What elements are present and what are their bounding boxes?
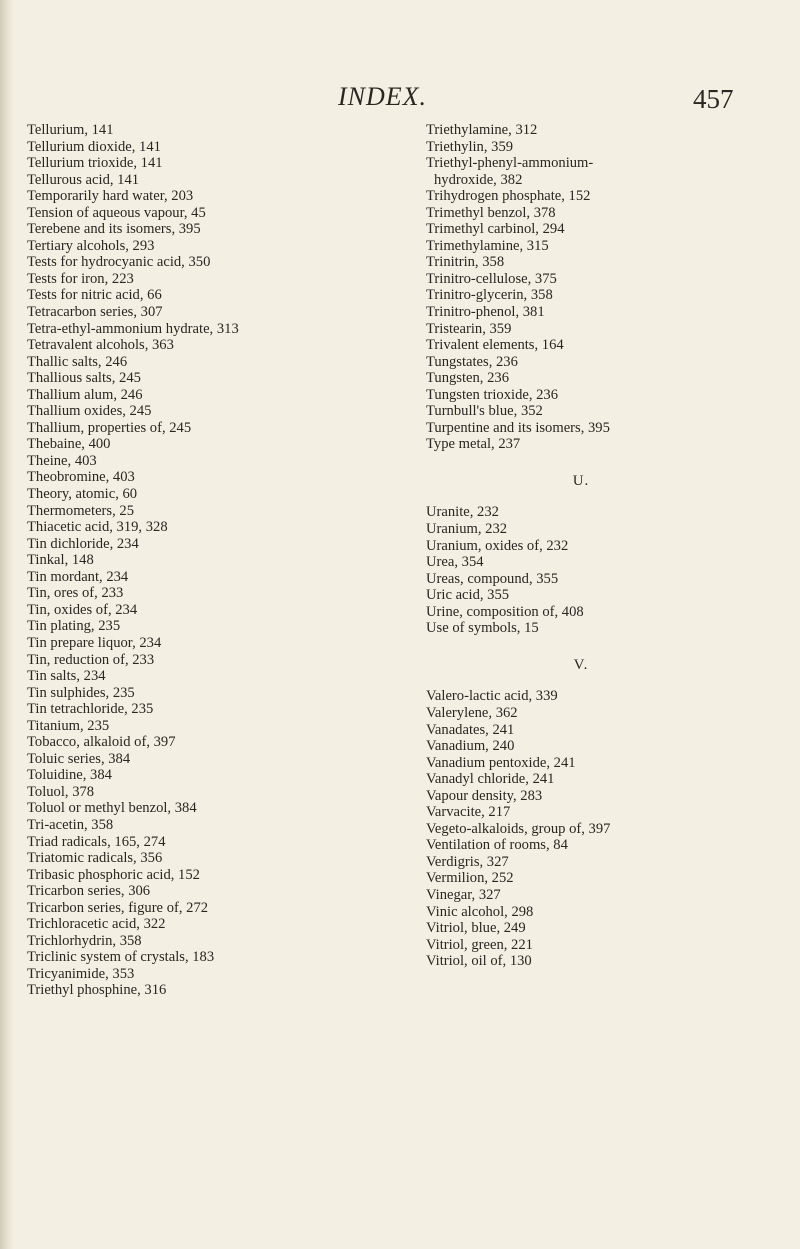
index-entry: Varvacite, 217 [426,804,511,821]
index-entry: Terebene and its isomers, 395 [27,221,201,238]
index-entry: Tristearin, 359 [426,320,512,337]
index-entry: Vitriol, green, 221 [426,936,533,953]
index-entry: Theobromine, 403 [27,469,135,486]
index-entry: Triethyl-phenyl-ammonium- [426,155,594,172]
index-entry: Triatomic radicals, 356 [27,850,163,867]
index-entry: Vegeto-alkaloids, group of, 397 [426,820,611,837]
index-entry: Vitriol, blue, 249 [426,920,526,937]
index-entry: Temporarily hard water, 203 [27,188,194,205]
index-entry: Toluidine, 384 [27,767,112,784]
index-entry: Thallium alum, 246 [27,386,143,403]
page-title: INDEX. [338,82,428,111]
index-entry: Trichlorhydrin, 358 [27,932,142,949]
index-entry: Triad radicals, 165, 274 [27,833,166,850]
index-entry: Tellurous acid, 141 [27,171,140,188]
page-number: 457 [693,84,734,114]
index-entry: Tin sulphides, 235 [27,684,135,701]
index-entry: Tricyanimide, 353 [27,965,135,982]
index-entry: Tin, reduction of, 233 [27,651,155,668]
index-entry: Toluol or methyl benzol, 384 [27,800,197,817]
index-entry: Turpentine and its isomers, 395 [426,419,610,436]
index-entry: Tests for nitric acid, 66 [27,287,162,304]
index-entry: Tests for hydrocyanic acid, 350 [27,254,211,271]
index-entry: Tinkal, 148 [27,552,94,569]
index-entry: Trimethylamine, 315 [426,237,549,254]
index-entry: Type metal, 237 [426,436,521,453]
index-entry: Tin plating, 235 [27,618,121,635]
index-entry: Tungsten trioxide, 236 [426,386,559,403]
index-entry: Trivalent elements, 164 [426,337,564,354]
index-entry: Tricarbon series, 306 [27,883,151,900]
index-entry: Tobacco, alkaloid of, 397 [27,734,176,751]
index-entry: Vitriol, oil of, 130 [426,953,532,970]
index-entry: Ventilation of rooms, 84 [426,837,568,854]
index-entry: Turnbull's blue, 352 [426,403,543,420]
index-entry: Use of symbols, 15 [426,620,539,637]
index-entry: Tertiary alcohols, 293 [27,237,155,254]
index-entry: Trihydrogen phosphate, 152 [426,188,591,205]
index-entry: Uranium, oxides of, 232 [426,537,569,554]
index-entry: Trinitro-cellulose, 375 [426,270,557,287]
index-entry: Uranium, 232 [426,521,508,538]
index-entry: Triethylin, 359 [426,138,514,155]
page-gutter-shadow [0,0,14,1249]
index-entry: Vinic alcohol, 298 [426,903,534,920]
index-entry: Trinitro-phenol, 381 [426,304,545,321]
index-entry: Tetravalent alcohols, 363 [27,337,174,354]
index-entry: Tin, ores of, 233 [27,585,124,602]
section-heading-u: U. [572,472,590,489]
index-column-right [426,122,796,970]
section-heading-v: V. [573,656,589,673]
index-entry: Trimethyl benzol, 378 [426,204,556,221]
index-entry: Tellurium trioxide, 141 [27,155,163,172]
index-entry: Thallious salts, 245 [27,370,141,387]
index-entry: Vermilion, 252 [426,870,514,887]
index-entry: Tribasic phosphoric acid, 152 [27,866,200,883]
index-entry: Tellurium dioxide, 141 [27,138,161,155]
index-entry: Vanadates, 241 [426,721,515,738]
index-entry: Tungstates, 236 [426,353,518,370]
index-entry: Tension of aqueous vapour, 45 [27,204,206,221]
index-entry: Tin salts, 234 [27,668,106,685]
index-entry: Theory, atomic, 60 [27,486,138,503]
index-entry: Trinitro-glycerin, 358 [426,287,553,304]
index-entry: Urea, 354 [426,554,484,571]
index-entry: Vinegar, 327 [426,886,501,903]
index-entry: Ureas, compound, 355 [426,570,559,587]
index-entry: Trichloracetic acid, 322 [27,916,166,933]
index-entry-continuation: hydroxide, 382 [434,171,523,188]
index-entry: Tungsten, 236 [426,370,509,387]
index-entry: Theine, 403 [27,452,97,469]
index-column-left [27,122,417,999]
index-entry: Vanadyl chloride, 241 [426,771,555,788]
index-entry: Triclinic system of crystals, 183 [27,949,215,966]
index-entry: Urine, composition of, 408 [426,603,584,620]
index-entry: Thallic salts, 246 [27,353,128,370]
index-entry: Tests for iron, 223 [27,270,134,287]
index-entry: Tetracarbon series, 307 [27,304,163,321]
index-entry: Titanium, 235 [27,717,110,734]
index-entry: Tin mordant, 234 [27,568,129,585]
index-entry: Valero-lactic acid, 339 [426,688,558,705]
index-entry: Thiacetic acid, 319, 328 [27,519,168,536]
index-entry: Tin tetrachloride, 235 [27,701,154,718]
index-entry: Toluol, 378 [27,783,95,800]
index-entry: Triethylamine, 312 [426,122,538,138]
index-entry: Tin prepare liquor, 234 [27,634,162,651]
index-entry: Vanadium pentoxide, 241 [426,754,576,771]
index-entry: Tin, oxides of, 234 [27,601,138,618]
index-entry: Tri-acetin, 358 [27,816,114,833]
index-entry: Tellurium, 141 [27,122,114,138]
index-entry: Verdigris, 327 [426,853,509,870]
index-entry: Triethyl phosphine, 316 [27,982,167,999]
index-entry: Uric acid, 355 [426,587,510,604]
index-entry: Trinitrin, 358 [426,254,505,271]
index-entry: Tetra-ethyl-ammonium hydrate, 313 [27,320,239,337]
index-entry: Toluic series, 384 [27,750,131,767]
index-entry: Thallium, properties of, 245 [27,419,192,436]
index-entry: Vapour density, 283 [426,787,543,804]
index-entry: Uranite, 232 [426,504,499,521]
index-entry: Tricarbon series, figure of, 272 [27,899,209,916]
index-entry: Vanadium, 240 [426,738,515,755]
index-entry: Trimethyl carbinol, 294 [426,221,565,238]
index-entry: Thallium oxides, 245 [27,403,152,420]
index-entry: Thebaine, 400 [27,436,111,453]
index-entry: Thermometers, 25 [27,502,134,519]
index-entry: Valerylene, 362 [426,704,518,721]
index-entry: Tin dichloride, 234 [27,535,139,552]
